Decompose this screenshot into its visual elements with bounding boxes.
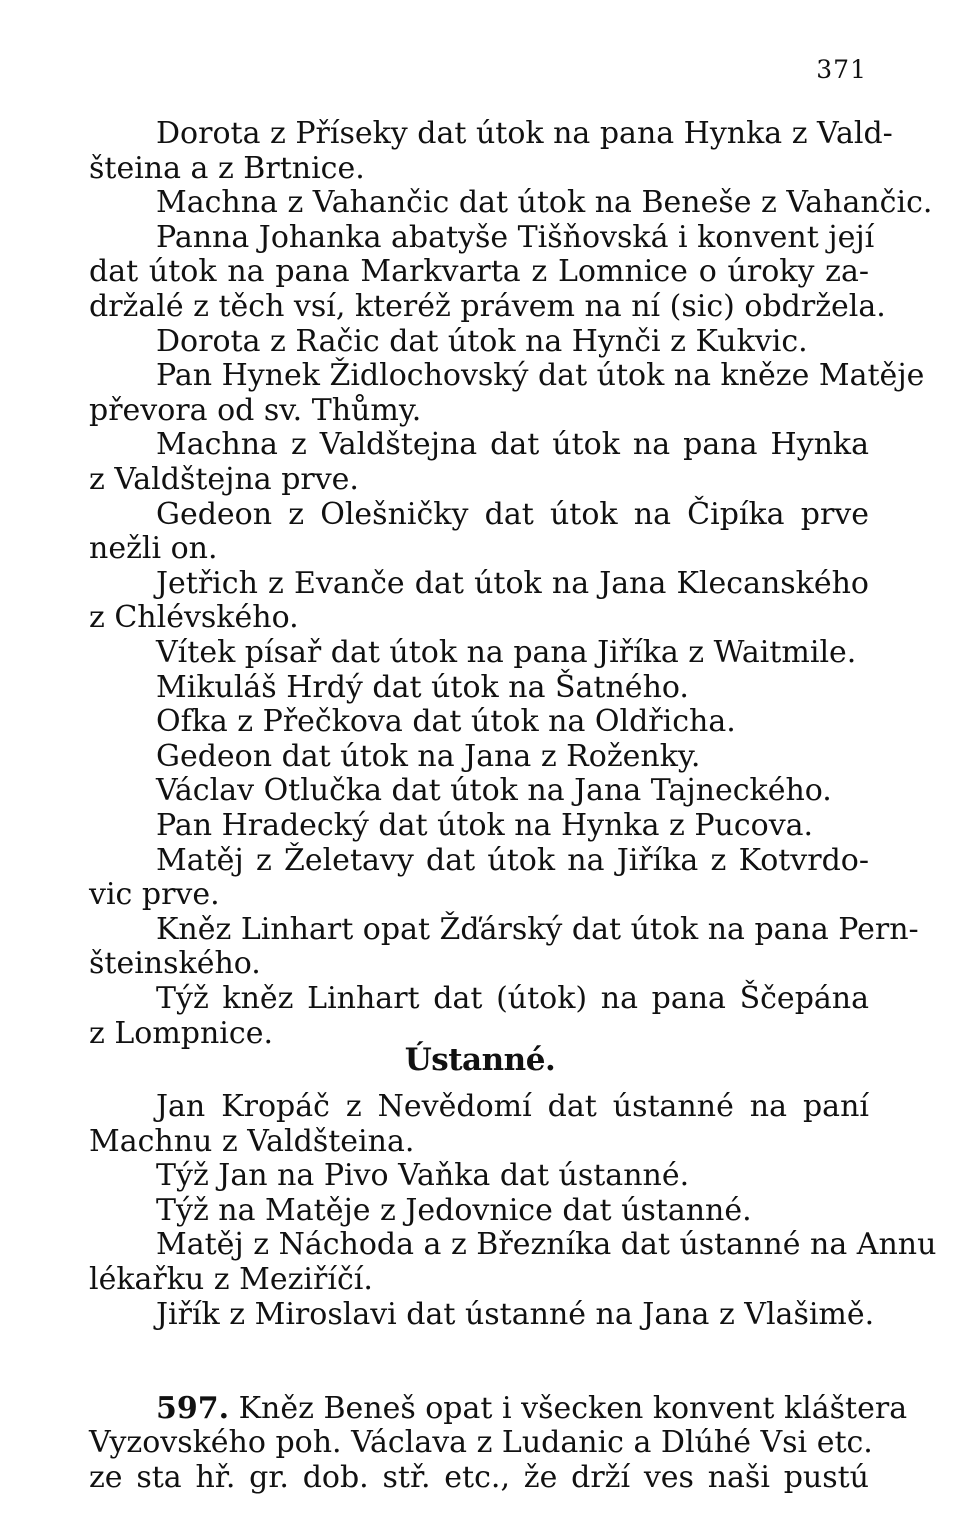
entry-first-line: Václav Otlučka dat útok na Jana Tajneckého. bbox=[156, 773, 832, 809]
entry-continuation-line: šteinského. bbox=[89, 946, 261, 982]
entry-first-line: Jiřík z Miroslavi dat ústanné na Jana z Vlašimě. bbox=[156, 1296, 875, 1332]
entry-first-line: Pan Hradecký dat útok na Hynka z Pucova. bbox=[156, 808, 814, 843]
paragraph-number: 597. bbox=[156, 1391, 230, 1426]
entry-continuation-line: lékařku z Meziříčí. bbox=[89, 1262, 373, 1297]
entry-continuation-line: držalé z těch vsí, kteréž právem na ní (sic) obdržela. bbox=[89, 289, 886, 324]
text-line: Vyzovského poh. Václava z Ludanic a Dlúhé Vsi etc. bbox=[89, 1425, 873, 1460]
entry-first-line: Vítek písař dat útok na pana Jiříka z Waitmile. bbox=[156, 635, 857, 670]
entry-continuation-line: vic prve. bbox=[89, 877, 220, 913]
page-number: 371 bbox=[816, 55, 867, 84]
entry-continuation-line: z Valdštejna prve. bbox=[89, 462, 359, 497]
final-paragraph-first-line bbox=[156, 1390, 908, 1428]
entry-continuation-line: nežli on. bbox=[89, 531, 218, 567]
entry-first-line: Týž kněz Linhart dat (útok) na pana Ščepána bbox=[156, 981, 869, 1016]
text-line: ze sta hř. gr. dob. stř. etc., že drží ves naši pustú bbox=[89, 1460, 869, 1495]
text-line: Kněz Beneš opat i všecken konvent kláštera bbox=[229, 1391, 908, 1426]
entry-first-line: Gedeon z Olešničky dat útok na Čipíka prve bbox=[156, 496, 869, 532]
entry-first-line: Ofka z Přečkova dat útok na Oldřicha. bbox=[156, 704, 736, 740]
entry-first-line: Dorota z Račic dat útok na Hynči z Kukvic. bbox=[156, 323, 808, 359]
entry-continuation-line: z Lompnice. bbox=[89, 1015, 273, 1051]
entry-first-line: Jan Kropáč z Nevědomí dat ústanné na paní bbox=[156, 1089, 869, 1124]
entry-first-line: Machna z Vahančic dat útok na Beneše z Vahančic. bbox=[156, 185, 933, 221]
entry-first-line: Matěj z Náchoda a z Březníka dat ústanné na Annu bbox=[156, 1227, 937, 1263]
entry-first-line: Panna Johanka abatyše Tišňovská i konvent její bbox=[156, 219, 875, 255]
entry-first-line: Kněz Linhart opat Žďárský dat útok na pana Pern- bbox=[156, 911, 919, 947]
entry-first-line: Týž na Matěje z Jedovnice dat ústanné. bbox=[156, 1192, 752, 1228]
entry-first-line: Matěj z Želetavy dat útok na Jiříka z Kotvrdo- bbox=[156, 842, 869, 878]
entry-continuation-line: Machnu z Valdšteina. bbox=[89, 1123, 415, 1159]
entry-first-line: Týž Jan na Pivo Vaňka dat ústanné. bbox=[156, 1158, 690, 1194]
section-heading: Ústanné. bbox=[404, 1042, 556, 1078]
entry-continuation-line: šteina a z Brtnice. bbox=[89, 150, 365, 186]
entry-first-line: Mikuláš Hrdý dat útok na Šatného. bbox=[156, 669, 689, 705]
entry-first-line: Machna z Valdštejna dat útok na pana Hynka bbox=[156, 427, 869, 463]
entry-first-line: Pan Hynek Židlochovský dat útok na kněze Matěje bbox=[156, 358, 925, 394]
entry-continuation-line: převora od sv. Thůmy. bbox=[89, 392, 422, 428]
entry-first-line: Jetřich z Evanče dat útok na Jana Klecanského bbox=[156, 565, 869, 601]
entry-first-line: Dorota z Příseky dat útok na pana Hynka z Vald- bbox=[156, 116, 893, 151]
entry-continuation-line: z Chlévského. bbox=[89, 600, 299, 636]
entry-continuation-line: dat útok na pana Markvarta z Lomnice o úroky za- bbox=[89, 254, 869, 290]
entry-first-line: Gedeon dat útok na Jana z Roženky. bbox=[156, 738, 701, 774]
